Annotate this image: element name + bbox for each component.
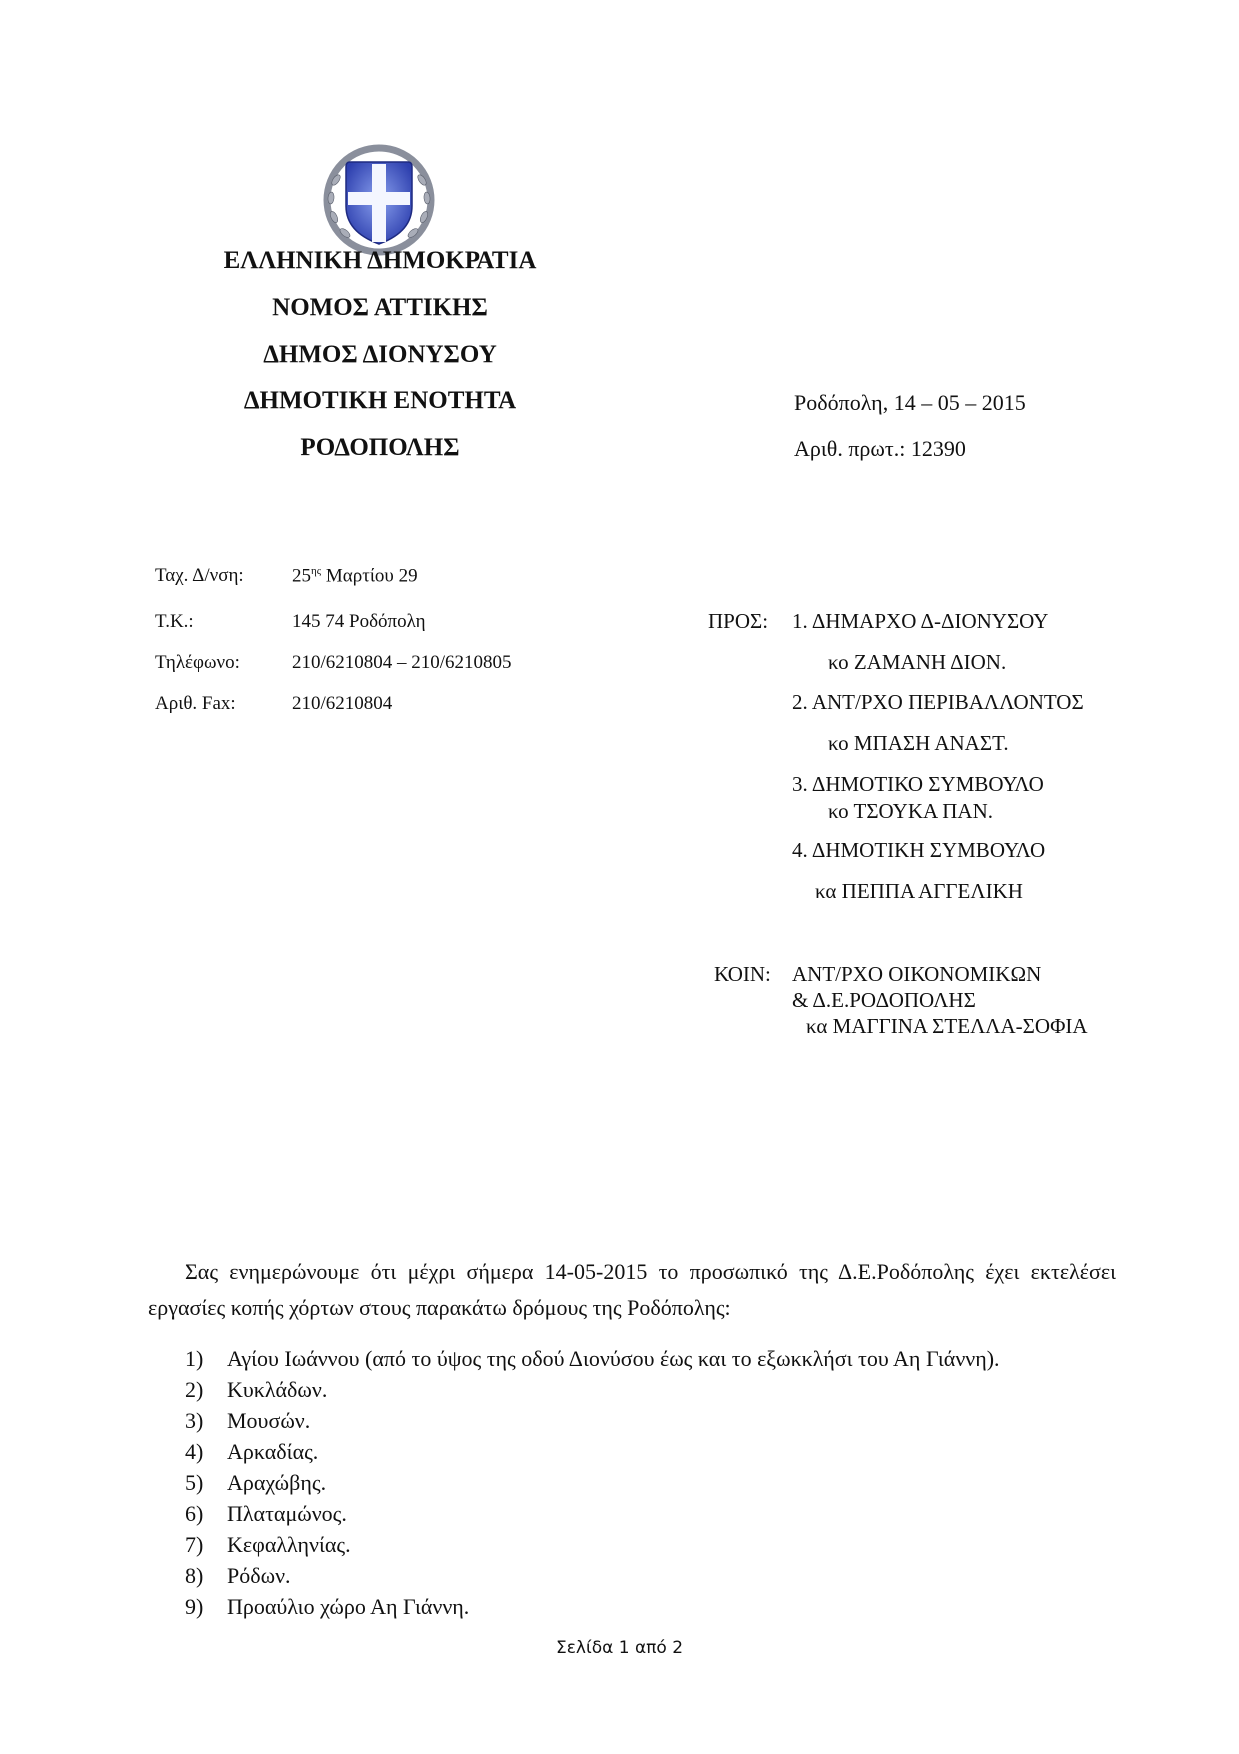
list-item: 6) Πλαταμώνος. [185, 1501, 347, 1526]
coat-of-arms-emblem [320, 140, 438, 258]
zip-label: Τ.Κ.: [155, 611, 194, 632]
recipient-4-name: κα ΠΕΠΠΑ ΑΓΓΕΛΙΚΗ [815, 879, 1023, 903]
list-item: 8) Ρόδων. [185, 1563, 291, 1588]
list-item: 5) Αραχώβης. [185, 1470, 327, 1495]
header-unit-name: ΡΟΔΟΠΟΛΗΣ [300, 434, 460, 461]
recipient-1: 1. ΔΗΜΑΡΧΟ Δ-ΔΙΟΝΥΣΟΥ [792, 609, 1049, 633]
recipient-2-name: κο ΜΠΑΣΗ ΑΝΑΣΤ. [828, 731, 1009, 755]
phone-value: 210/6210804 – 210/6210805 [292, 652, 512, 673]
list-item: 7) Κεφαλληνίας. [185, 1532, 351, 1557]
recipient-3: 3. ΔΗΜΟΤΙΚΟ ΣΥΜΒΟΥΛΟ [792, 772, 1044, 796]
header-unit: ΔΗΜΟΤΙΚΗ ΕΝΟΤΗΤΑ [243, 387, 517, 414]
list-item: 4) Αρκαδίας. [185, 1439, 319, 1464]
recipient-1-name: κο ΖΑΜΑΝΗ ΔΙΟΝ. [828, 650, 1007, 674]
recipient-4: 4. ΔΗΜΟΤΙΚΗ ΣΥΜΒΟΥΛΟ [792, 838, 1046, 862]
address-value: $25^{\eta\varsigma}$ Μαρτίου 29 [292, 565, 418, 587]
header-municipality: ΔΗΜΟΣ ΔΙΟΝΥΣΟΥ [263, 341, 497, 368]
recipient-3-name: κο ΤΣΟΥΚΑ ΠΑΝ. [828, 799, 993, 823]
streets-list [148, 1343, 1000, 1622]
cc-label: ΚΟΙΝ: [714, 962, 771, 986]
list-item: 1) Αγίου Ιωάννου (από το ύψος της οδού Διονύσου έως και το εξωκκλήσι του Αη Γιάννη). [185, 1346, 1000, 1371]
body-paragraph: Σας ενημερώνουμε ότι μέχρι σήμερα 14-05-2015 το προσωπικό της Δ.Ε.Ροδόπολης έχει εκτελέσει εργασίες κοπής χόρτων στους παρακάτω δρόμους της Ροδόπολης: [148, 1259, 1116, 1320]
document-date: Ροδόπολη, 14 – 05 – 2015 [794, 390, 1026, 415]
cc-line-3: κα ΜΑΓΓΙΝΑ ΣΤΕΛΛΑ-ΣΟΦΙΑ [806, 1014, 1088, 1038]
header-prefecture: ΝΟΜΟΣ ΑΤΤΙΚΗΣ [272, 294, 488, 321]
to-label: ΠΡΟΣ: [708, 609, 769, 633]
list-item: 2) Κυκλάδων. [185, 1377, 328, 1402]
cc-line-2: & Δ.Ε.ΡΟΔΟΠΟΛΗΣ [792, 988, 976, 1012]
list-item: 3) Μουσών. [185, 1408, 311, 1433]
address-label: Ταχ. Δ/νση: [155, 565, 244, 586]
list-item: 9) Προαύλιο χώρο Αη Γιάννη. [185, 1594, 470, 1619]
zip-value: 145 74 Ροδόπολη [292, 611, 426, 632]
fax-label: Αριθ. Fax: [155, 693, 236, 714]
phone-label: Τηλέφωνο: [155, 652, 240, 673]
cc-line-1: ΑΝΤ/ΡΧΟ ΟΙΚΟΝΟΜΙΚΩΝ [792, 962, 1042, 986]
header-country: ΕΛΛΗΝΙΚΗ ΔΗΜΟΚΡΑΤΙΑ [223, 247, 537, 274]
fax-value: 210/6210804 [292, 693, 393, 714]
recipient-2: 2. ΑΝΤ/ΡΧΟ ΠΕΡΙΒΑΛΛΟΝΤΟΣ [792, 690, 1084, 714]
protocol-number: Αριθ. πρωτ.: 12390 [794, 436, 966, 461]
page-number-footer: Σελίδα 1 από 2 [555, 1638, 684, 1658]
